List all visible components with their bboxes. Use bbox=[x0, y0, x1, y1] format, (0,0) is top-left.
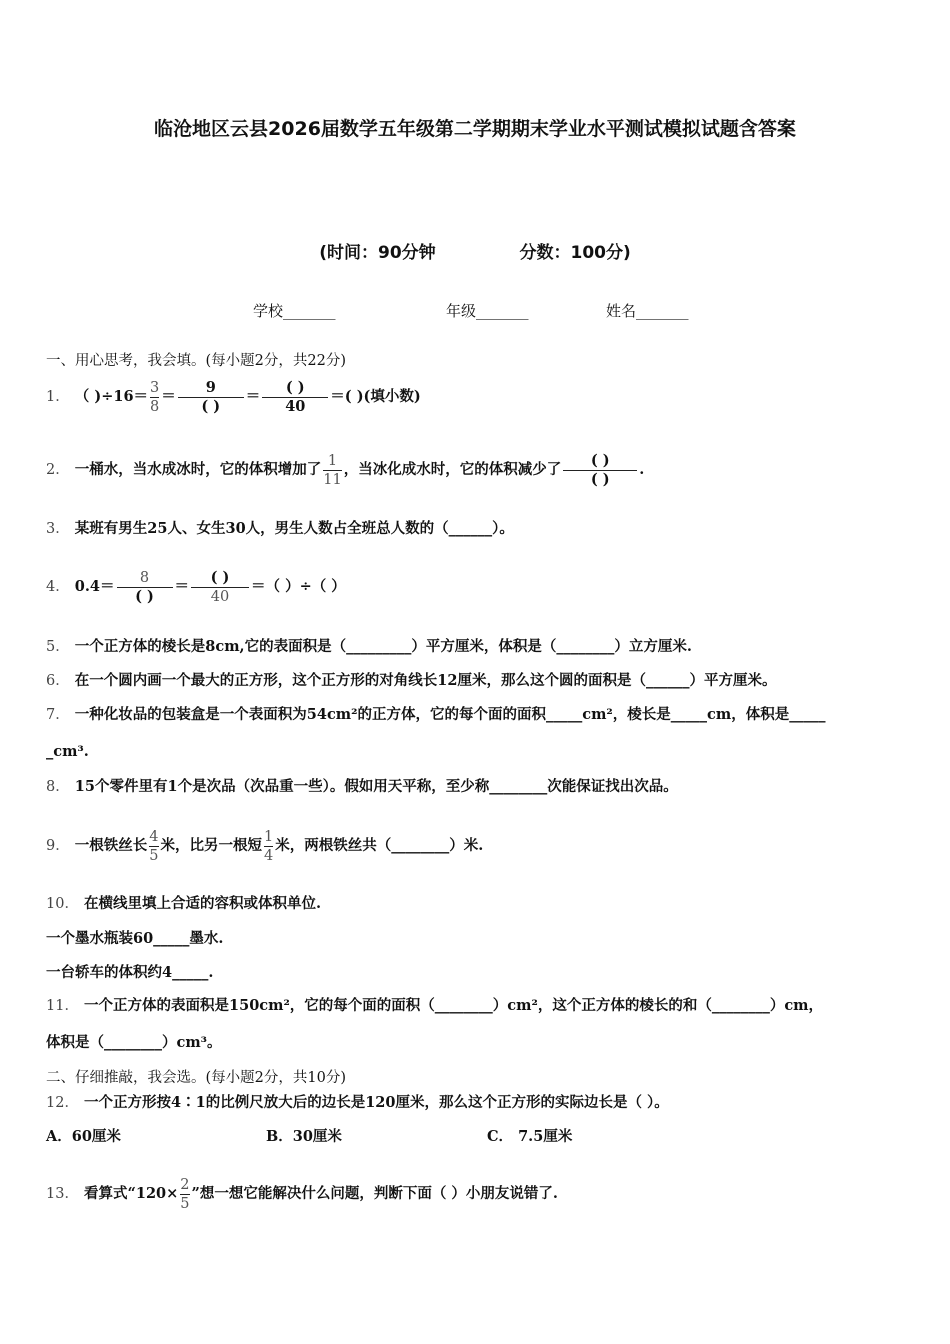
question-11-continued: 体积是（________）cm³。 bbox=[46, 1034, 222, 1051]
numerator: 8 bbox=[139, 569, 150, 586]
numerator: 1 bbox=[327, 452, 338, 469]
equals: ＝ bbox=[174, 578, 190, 595]
fraction bbox=[191, 569, 249, 606]
denominator: 5 bbox=[149, 847, 159, 864]
q9-text-c: 米，两根铁丝共（________）米. bbox=[275, 837, 484, 854]
question-text: 一种化妆品的包装盒是一个表面积为54cm²的正方体，它的每个面的面积_____cm²，棱长是_____cm，体积是_____ bbox=[74, 706, 826, 723]
question-number: 5． bbox=[46, 639, 70, 655]
q13-text-b: ”想一想它能解决什么问题，判断下面（ ）小朋友说错了. bbox=[191, 1185, 558, 1202]
question-1 bbox=[46, 372, 421, 422]
denominator: 4 bbox=[264, 847, 274, 864]
question-number: 12． bbox=[46, 1095, 79, 1111]
numerator: 4 bbox=[149, 828, 159, 845]
question-number: 7． bbox=[46, 707, 70, 723]
question-5 bbox=[46, 637, 692, 657]
option-b[interactable]: B．30厘米 bbox=[266, 1128, 342, 1145]
question-13 bbox=[46, 1156, 558, 1232]
question-10-line-2: 一台轿车的体积约4_____. bbox=[46, 964, 214, 981]
question-number: 2． bbox=[46, 462, 70, 478]
denominator: 8 bbox=[150, 398, 160, 415]
question-4 bbox=[46, 553, 346, 621]
question-3 bbox=[46, 519, 514, 539]
question-10-line-1: 一个墨水瓶装60_____墨水. bbox=[46, 930, 224, 947]
numerator[interactable]: ( ) bbox=[210, 568, 230, 586]
question-text: 一个正方体的表面积是150cm²，它的每个面的面积（________）cm²，这个正方体的棱长的和（________）cm， bbox=[84, 997, 823, 1014]
question-text: 在一个圆内画一个最大的正方形，这个正方形的对角线长12厘米，那么这个圆的面积是（______）平方厘米。 bbox=[74, 672, 777, 689]
question-11 bbox=[46, 996, 823, 1016]
equals: ＝ bbox=[161, 388, 176, 405]
denominator[interactable]: ( ) bbox=[201, 397, 221, 415]
question-text: 15个零件里有1个是次品（次品重一些）。假如用天平称，至少称________次能保证找出次品。 bbox=[74, 778, 678, 795]
exam-info bbox=[0, 238, 950, 263]
question-number: 6． bbox=[46, 673, 70, 689]
fraction bbox=[180, 1176, 189, 1213]
time-label: (时间：90分钟 bbox=[319, 243, 436, 263]
question-number: 8． bbox=[46, 779, 70, 795]
question-text: 在横线里填上合适的容积或体积单位. bbox=[84, 895, 322, 912]
question-7 bbox=[46, 705, 825, 725]
question-number: 1． bbox=[46, 389, 70, 405]
denominator: 11 bbox=[323, 471, 342, 488]
question-2 bbox=[46, 432, 644, 508]
q2-text-a: 一桶水，当水成冰时，它的体积增加了 bbox=[74, 461, 322, 478]
fraction bbox=[117, 569, 173, 606]
q1-text-a: （ )÷16＝ bbox=[74, 388, 149, 405]
school-field[interactable]: 学校_______ bbox=[253, 302, 336, 320]
q13-text-a: 看算式“120× bbox=[84, 1185, 179, 1202]
section-2-heading: 二、仔细推敲，我会选。(每小题2分，共10分) bbox=[46, 1070, 346, 1086]
denominator: 40 bbox=[210, 588, 230, 605]
q2-text-b: ，当冰化成水时，它的体积减少了 bbox=[343, 461, 562, 478]
numerator[interactable]: ( ) bbox=[285, 378, 305, 396]
numerator[interactable]: ( ) bbox=[590, 451, 610, 469]
option-c[interactable]: C． 7.5厘米 bbox=[487, 1128, 573, 1145]
q9-text-a: 一根铁丝长 bbox=[74, 837, 148, 854]
question-9 bbox=[46, 808, 483, 884]
q9-text-b: 米，比另一根短 bbox=[160, 837, 263, 854]
numerator: 3 bbox=[150, 379, 160, 396]
fraction bbox=[150, 379, 159, 416]
question-number: 11． bbox=[46, 998, 79, 1014]
question-6 bbox=[46, 671, 776, 691]
q1-text-b[interactable]: ＝( )(填小数) bbox=[330, 388, 421, 405]
question-number: 9． bbox=[46, 838, 70, 854]
fraction bbox=[323, 452, 341, 489]
section-1-heading: 一、用心思考，我会填。(每小题2分，共22分) bbox=[46, 353, 346, 369]
denominator[interactable]: ( ) bbox=[135, 587, 154, 605]
q2-text-c: . bbox=[639, 461, 645, 478]
option-a[interactable]: A．60厘米 bbox=[46, 1128, 121, 1145]
score-label: 分数：100分) bbox=[519, 243, 631, 263]
question-7-continued: _cm³. bbox=[46, 743, 89, 760]
q4-text-a: 0.4＝ bbox=[74, 578, 115, 595]
equals: ＝ bbox=[245, 388, 261, 405]
question-text: 一个正方体的棱长是8cm,它的表面积是（_________）平方厘米，体积是（________）立方厘米. bbox=[74, 638, 692, 655]
q4-text-b[interactable]: ＝（ ）÷（ ） bbox=[251, 578, 346, 595]
question-number: 10． bbox=[46, 896, 79, 912]
fraction bbox=[264, 828, 273, 865]
question-text: 某班有男生25人、女生30人，男生人数占全班总人数的（______）。 bbox=[74, 520, 514, 537]
fraction bbox=[563, 452, 637, 489]
denominator: 40 bbox=[285, 397, 306, 415]
fraction bbox=[178, 379, 244, 416]
question-12 bbox=[46, 1093, 669, 1113]
question-number: 13． bbox=[46, 1186, 79, 1202]
numerator: 2 bbox=[180, 1176, 190, 1193]
question-10 bbox=[46, 894, 321, 914]
numerator: 1 bbox=[264, 828, 274, 845]
fraction bbox=[262, 379, 328, 416]
question-text: 一个正方形按4∶1的比例尺放大后的边长是120厘米，那么这个正方形的实际边长是（ ）。 bbox=[84, 1094, 669, 1111]
page-title: 临沧地区云县2026届数学五年级第二学期期末学业水平测试模拟试题含答案 bbox=[154, 118, 796, 140]
grade-field[interactable]: 年级_______ bbox=[446, 302, 529, 320]
question-number: 3． bbox=[46, 521, 70, 537]
question-number: 4． bbox=[46, 579, 70, 595]
fraction bbox=[149, 828, 158, 865]
denominator[interactable]: ( ) bbox=[590, 470, 610, 488]
denominator: 5 bbox=[180, 1195, 190, 1212]
numerator: 9 bbox=[205, 378, 216, 396]
name-field[interactable]: 姓名_______ bbox=[606, 302, 689, 320]
question-8 bbox=[46, 777, 678, 797]
